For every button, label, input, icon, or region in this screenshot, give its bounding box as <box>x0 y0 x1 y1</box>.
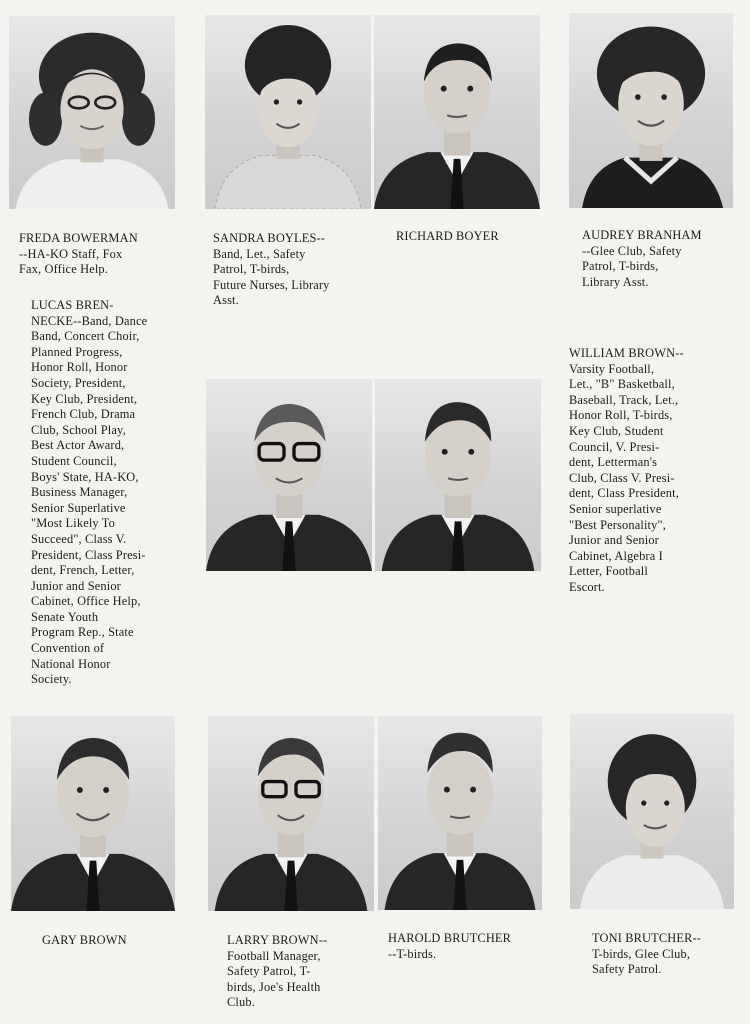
caption-william-brown: WILLIAM BROWN-- Varsity Football, Let., "B" Basketball, Baseball, Track, Let., Honor Roll, T-birds, Key Club, Student Council, V. Presi- dent, Letterman's Club, Class V. Presi- dent, Class President, Senior superlative "Best Personality", Junior and Senior Cabinet, Algebra I Letter, Football Escort. <box>569 346 684 594</box>
caption-larry-brown: LARRY BROWN-- Football Manager, Safety Patrol, T- birds, Joe's Health Club. <box>227 933 328 1010</box>
caption-lucas-brennecke: LUCAS BREN- NECKE--Band, Dance Band, Concert Choir, Planned Progress, Honor Roll, Honor Society, President, Key Club, President, French Club, Drama Club, School Play, Best Actor Award, Student Council, Boys' State, HA-KO, Business Manager, Senior Superlative "Most Likely To Succeed", Class V. President, Class Presi- dent, French, Letter, Junior and Senior Cabinet, Office Help, Senate Youth Program Rep., State Convention of National Honor Society. <box>31 298 148 687</box>
portrait-toni-brutcher <box>570 714 734 909</box>
portrait-audrey-branham <box>569 13 733 208</box>
portrait-richard-boyer <box>374 15 540 209</box>
caption-richard-boyer: RICHARD BOYER <box>396 229 499 243</box>
caption-freda-bowerman: FREDA BOWERMAN --HA-KO Staff, Fox Fax, Office Help. <box>19 231 138 277</box>
caption-harold-brutcher: HAROLD BRUTCHER --T-birds. <box>388 931 512 961</box>
portrait-sandra-boyles <box>205 15 371 209</box>
portrait-gary-brown <box>11 716 175 911</box>
caption-gary-brown: GARY BROWN <box>42 933 127 947</box>
portrait-lucas-brennecke <box>206 379 372 571</box>
portrait-william-brown <box>375 379 541 571</box>
portrait-freda-bowerman <box>9 16 175 209</box>
caption-sandra-boyles: SANDRA BOYLES-- Band, Let., Safety Patrol, T-birds, Future Nurses, Library Asst. <box>213 231 330 308</box>
caption-audrey-branham: AUDREY BRANHAM --Glee Club, Safety Patrol, T-birds, Library Asst. <box>582 228 702 289</box>
caption-toni-brutcher: TONI BRUTCHER-- T-birds, Glee Club, Safety Patrol. <box>592 931 702 977</box>
portrait-larry-brown <box>208 716 374 911</box>
portrait-harold-brutcher <box>378 716 542 910</box>
